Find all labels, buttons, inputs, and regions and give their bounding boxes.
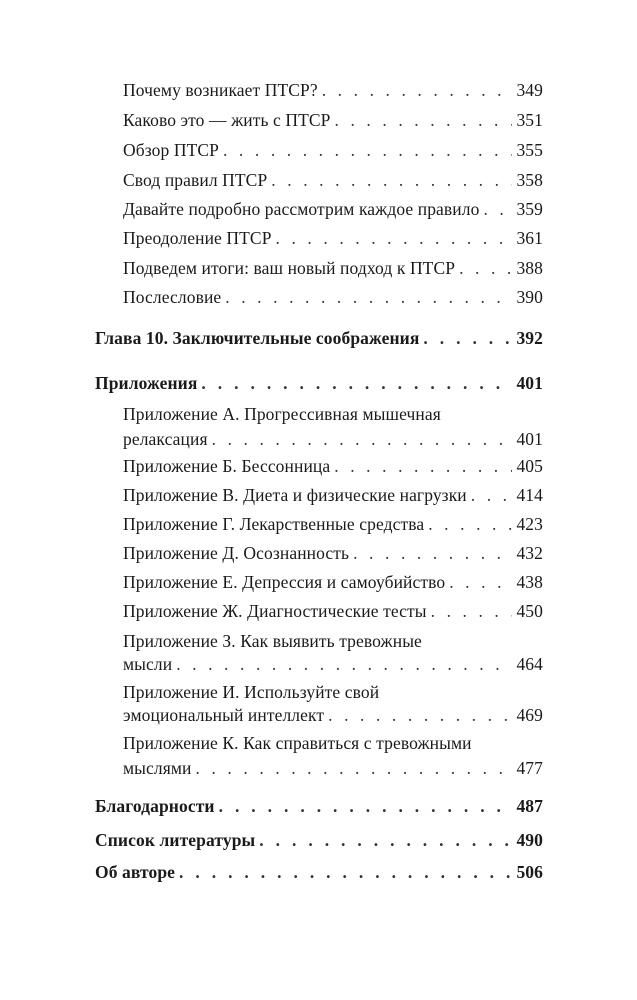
toc-entry-title: Об авторе: [95, 862, 176, 882]
toc-leader-dots: [322, 80, 513, 101]
toc-entry-page: 477: [516, 758, 543, 778]
toc-leader-dots: [201, 373, 512, 394]
toc-leader-dots: [335, 110, 513, 131]
toc-entry-page: 359: [516, 199, 543, 219]
toc-entry-title-line1: Приложение А. Прогрессивная мышечная: [123, 404, 441, 424]
toc-entry[interactable]: [0, 456, 543, 477]
toc-entry-title: Каково это — жить с ПТСР: [123, 110, 331, 130]
toc-entry[interactable]: [0, 80, 543, 101]
toc-entry-page: 349: [516, 80, 543, 100]
toc-leader-dots: [176, 654, 512, 675]
toc-entry-title-line1: Приложение З. Как выявить тревожные: [123, 631, 422, 651]
toc-entry[interactable]: [0, 258, 543, 279]
toc-entry-page: 464: [516, 654, 543, 674]
toc-entry[interactable]: [0, 601, 543, 622]
toc-entry-page: 390: [516, 287, 543, 307]
toc-entry[interactable]: [0, 110, 543, 131]
toc-entry[interactable]: [0, 543, 543, 564]
toc-entry-page: 405: [516, 456, 543, 476]
toc-leader-dots: [459, 258, 512, 279]
toc-entry-page: 361: [516, 228, 543, 248]
toc-entry-title: Приложение Ж. Диагностические тесты: [123, 601, 427, 621]
toc-entry[interactable]: [0, 572, 543, 593]
toc-entry-page: 401: [516, 373, 543, 393]
toc-leader-dots: [219, 796, 513, 817]
toc-entry[interactable]: [0, 514, 543, 535]
toc-leader-dots: [428, 514, 512, 535]
toc-chapter-entry[interactable]: [0, 862, 543, 883]
toc-entry-page: 351: [516, 110, 543, 130]
toc-leader-dots: [471, 485, 513, 506]
toc-entry[interactable]: [0, 287, 543, 308]
toc-entry-page: 423: [516, 514, 543, 534]
toc-entry-title: Почему возникает ПТСР?: [123, 80, 318, 100]
toc-entry-title: Обзор ПТСР: [123, 140, 219, 160]
toc-entry-page: 487: [516, 796, 543, 816]
toc-leader-dots: [328, 705, 512, 726]
toc-entry-title: Приложение Б. Бессонница: [123, 456, 331, 476]
toc-leader-dots: [483, 199, 512, 220]
toc-entry-page: 438: [516, 572, 543, 592]
toc-leader-dots: [334, 456, 512, 477]
toc-entry-title: Приложения: [95, 373, 198, 393]
toc-entry[interactable]: [0, 140, 543, 161]
toc-chapter-entry[interactable]: [0, 830, 543, 851]
toc-leader-dots: [423, 328, 512, 349]
toc-entry-page: 432: [516, 543, 543, 563]
toc-entry-title: Глава 10. Заключительные соображения: [95, 328, 420, 348]
toc-entry-title: Свод правил ПТСР: [123, 170, 268, 190]
toc-leader-dots: [353, 543, 512, 564]
toc-entry-title: эмоциональный интеллект: [123, 705, 325, 725]
toc-entry-page: 450: [516, 601, 543, 621]
toc-entry[interactable]: [0, 631, 543, 675]
toc-entry-title: Приложение Е. Депрессия и самоубийство: [123, 572, 446, 592]
toc-entry-page: 469: [516, 705, 543, 725]
toc-entry-page: 355: [516, 140, 543, 160]
toc-entry-title: Приложение Д. Осознанность: [123, 543, 350, 563]
toc-entry[interactable]: [0, 170, 543, 191]
toc-leader-dots: [431, 601, 513, 622]
toc-entry-title: Подведем итоги: ваш новый подход к ПТСР: [123, 258, 456, 278]
toc-entry-page: 506: [516, 862, 543, 882]
toc-leader-dots: [196, 758, 513, 779]
toc-leader-dots: [223, 140, 512, 161]
toc-entry-page: 392: [516, 328, 543, 348]
toc-entry-title: мыслями: [123, 758, 192, 778]
toc-leader-dots: [449, 572, 512, 593]
toc-entry[interactable]: [0, 228, 543, 249]
toc-entry[interactable]: [0, 404, 543, 450]
toc-leader-dots: [271, 170, 512, 191]
toc-entry-page: 414: [516, 485, 543, 505]
toc-chapter-entry[interactable]: [0, 373, 543, 394]
toc-entry-title: Преодоление ПТСР: [123, 228, 272, 248]
toc-entry-title: мысли: [123, 654, 173, 674]
toc-entry[interactable]: [0, 199, 543, 220]
toc-entry-title: Список литературы: [95, 830, 256, 850]
toc-entry-title: Приложение В. Диета и физические нагрузки: [123, 485, 467, 505]
toc-chapter-entry[interactable]: [0, 796, 543, 817]
toc-entry-title: Послесловие: [123, 287, 222, 307]
toc-entry-page: 388: [516, 258, 543, 278]
toc-leader-dots: [225, 287, 512, 308]
toc-entry-title-line1: Приложение К. Как справиться с тревожными: [123, 733, 472, 753]
toc-entry-title: Благодарности: [95, 796, 215, 816]
toc-entry-page: 490: [516, 830, 543, 850]
toc-entry[interactable]: [0, 682, 543, 726]
toc-entry-page: 358: [516, 170, 543, 190]
toc-entry[interactable]: [0, 485, 543, 506]
toc-entry-title-line1: Приложение И. Используйте свой: [123, 682, 380, 702]
toc-leader-dots: [276, 228, 513, 249]
toc-entry-title: Приложение Г. Лекарственные средства: [123, 514, 425, 534]
toc-leader-dots: [259, 830, 512, 851]
toc-leader-dots: [179, 862, 512, 883]
toc-entry-title: релаксация: [123, 429, 208, 449]
toc-entry-title: Давайте подробно рассмотрим каждое правило: [123, 199, 480, 219]
toc-entry[interactable]: [0, 733, 543, 779]
toc-chapter-entry[interactable]: [0, 328, 543, 349]
toc-entry-page: 401: [516, 429, 543, 449]
toc-leader-dots: [212, 429, 513, 450]
